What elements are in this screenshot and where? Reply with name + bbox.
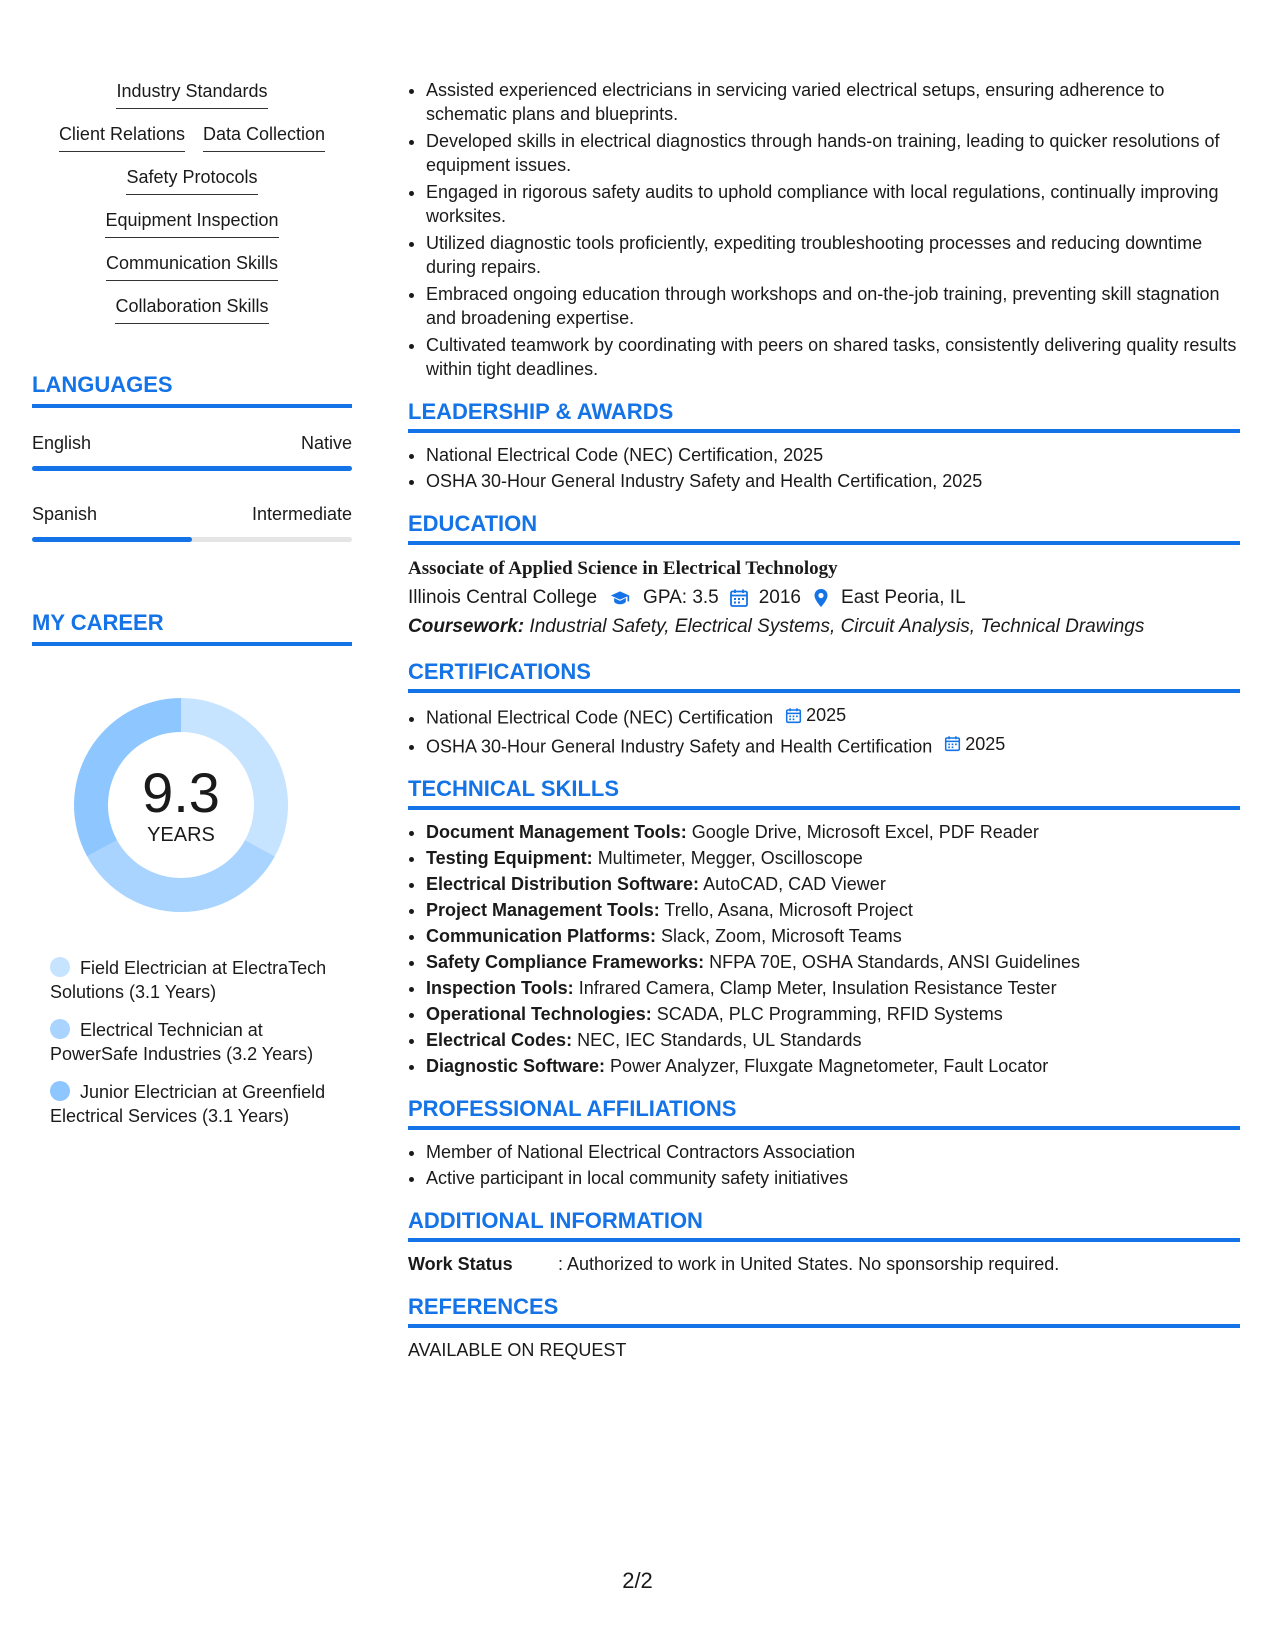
career-total: 9.3 [142,761,220,824]
left-column [32,78,352,1142]
technical-skill-value: Power Analyzer, Fluxgate Magnetometer, Fault Locator [610,1056,1049,1076]
references-text: AVAILABLE ON REQUEST [408,1340,627,1360]
technical-skill-label: Project Management Tools: [426,900,660,920]
edu-school: Illinois Central College [408,587,598,608]
technical-skill-item [426,820,1240,844]
work-status-value: : Authorized to work in United States. No sponsorship required. [558,1254,1060,1274]
technical-skill-label: Testing Equipment: [426,848,593,868]
skill-row [115,293,268,324]
legend-dot [50,1081,70,1101]
language-item [32,430,352,471]
edu-degree: Associate of Applied Science in Electrical Technology [408,558,838,579]
career-item [50,1018,340,1066]
edu-coursework [408,613,1240,641]
technical-skill-label: Communication Platforms: [426,926,657,946]
certification-item [426,703,1240,730]
additional-section [408,1206,1240,1276]
technical-skill-value: NEC, IEC Standards, UL Standards [577,1030,862,1050]
education-title: EDUCATION [408,509,1240,545]
skill-tag: Safety Protocols [126,164,257,195]
affiliations-section [408,1094,1240,1190]
experience-bullet: • Embraced ongoing education through workshops and on-the-job training, preventing skill stagnation and broadening expertise. [426,282,1240,330]
experience-bullet: • Assisted experienced electricians in servicing varied electrical setups, ensuring adherence to schematic plans and blueprints. [426,78,1240,126]
technical-skills-title: TECHNICAL SKILLS [408,774,1240,810]
technical-skill-item [426,1028,1240,1052]
career-item [50,1080,340,1128]
work-status-row [408,1252,1240,1276]
affiliation-item: • Active participant in local community safety initiatives [426,1166,1240,1190]
technical-skill-label: Inspection Tools: [426,978,574,998]
skill-tag: Collaboration Skills [115,293,268,324]
technical-skill-item [426,872,1240,896]
edu-details [408,583,1240,613]
technical-skill-item [426,846,1240,870]
technical-skill-value: Trello, Asana, Microsoft Project [664,900,913,920]
calendar-icon [729,588,749,608]
graduation-cap-icon [607,588,633,608]
career-item-text: Field Electrician at ElectraTech Solutions (3.1 Years) [50,958,327,1002]
language-item [32,501,352,542]
languages-title: LANGUAGES [32,370,352,408]
right-column [408,78,1240,1362]
technical-skill-label: Operational Technologies: [426,1004,652,1024]
technical-skills-list [408,820,1240,1078]
certification-date [944,732,1005,756]
leadership-section [408,397,1240,493]
language-level: Intermediate [251,504,352,524]
leadership-item: • National Electrical Code (NEC) Certification, 2025 [426,443,1240,467]
skill-row [106,250,278,281]
career-donut [66,690,296,920]
certification-name: National Electrical Code (NEC) Certification [426,707,774,728]
experience-bullet: • Engaged in rigorous safety audits to uphold compliance with local regulations, continually improving worksites. [426,180,1240,228]
technical-skill-value: NFPA 70E, OSHA Standards, ANSI Guidelines [709,952,1080,972]
language-bar-fill [32,466,352,471]
location-pin-icon [811,588,831,608]
references-title: REFERENCES [408,1292,1240,1328]
technical-skill-value: AutoCAD, CAD Viewer [703,874,886,894]
references-section [408,1292,1240,1362]
skill-tag: Equipment Inspection [105,207,278,238]
technical-skill-label: Diagnostic Software: [426,1056,606,1076]
technical-skill-label: Document Management Tools: [426,822,687,842]
certification-item [426,732,1240,759]
certification-date [785,703,846,727]
coursework-text: Industrial Safety, Electrical Systems, Circuit Analysis, Technical Drawings [529,616,1145,637]
technical-skill-item [426,898,1240,922]
career-item [50,956,340,1004]
career-item-text: Electrical Technician at PowerSafe Industries (3.2 Years) [50,1020,314,1064]
donut-center [66,690,296,920]
career-list [32,956,340,1128]
technical-skill-value: Google Drive, Microsoft Excel, PDF Reader [691,822,1039,842]
certifications-list [408,703,1240,758]
technical-skill-item [426,976,1240,1000]
edu-location: East Peoria, IL [841,587,966,608]
technical-skill-item [426,1002,1240,1026]
skill-tag: Industry Standards [116,78,267,109]
language-bar-fill [32,537,192,542]
career-section [32,608,352,1128]
affiliations-list [408,1140,1240,1190]
skill-tag: Client Relations [59,121,185,152]
legend-dot [50,1019,70,1039]
technical-skills-section [408,774,1240,1078]
page-number: 2/2 [622,1568,653,1593]
education-section [408,509,1240,641]
certification-year: 2025 [806,705,847,725]
languages-section [32,370,352,542]
language-row [32,430,352,456]
language-bar [32,537,352,542]
technical-skill-label: Electrical Distribution Software: [426,874,700,894]
affiliations-title: PROFESSIONAL AFFILIATIONS [408,1094,1240,1130]
language-row [32,501,352,527]
coursework-label: Coursework: [408,616,525,637]
skill-tag: Communication Skills [106,250,278,281]
experience-bullet: • Cultivated teamwork by coordinating with peers on shared tasks, consistently delivering quality results within tight deadlines. [426,333,1240,381]
skill-row [116,78,267,109]
skill-row [59,121,325,152]
certifications-title: CERTIFICATIONS [408,657,1240,693]
skill-row [126,164,257,195]
certifications-section [408,657,1240,758]
career-title: MY CAREER [32,608,352,646]
legend-dot [50,957,70,977]
technical-skill-label: Safety Compliance Frameworks: [426,952,705,972]
edu-gpa: GPA: 3.5 [643,587,719,608]
experience-bullet: • Developed skills in electrical diagnostics through hands-on training, leading to quicker resolutions of equipment issues. [426,129,1240,177]
certification-name: OSHA 30-Hour General Industry Safety and Health Certification [426,736,933,756]
language-level: Native [300,433,352,453]
leadership-title: LEADERSHIP & AWARDS [408,397,1240,433]
language-name: English [32,433,92,453]
additional-title: ADDITIONAL INFORMATION [408,1206,1240,1242]
work-status-label: Work Status [408,1254,513,1274]
affiliation-item: • Member of National Electrical Contractors Association [426,1140,1240,1164]
skill-tag: Data Collection [203,121,325,152]
technical-skill-value: Multimeter, Megger, Oscilloscope [597,848,863,868]
calendar-icon [785,707,802,724]
skill-row [105,207,278,238]
career-item-text: Junior Electrician at Greenfield Electrical Services (3.1 Years) [50,1082,326,1126]
technical-skill-value: Slack, Zoom, Microsoft Teams [661,926,902,946]
technical-skill-item [426,950,1240,974]
technical-skill-item [426,924,1240,948]
technical-skill-value: Infrared Camera, Clamp Meter, Insulation Resistance Tester [578,978,1057,998]
experience-bullet: • Utilized diagnostic tools proficiently, expediting troubleshooting processes and reducing downtime during repairs. [426,231,1240,279]
language-bar [32,466,352,471]
technical-skill-label: Electrical Codes: [426,1030,573,1050]
experience-bullets [408,78,1240,381]
language-name: Spanish [32,504,98,524]
technical-skill-value: SCADA, PLC Programming, RFID Systems [656,1004,1003,1024]
leadership-item: • OSHA 30-Hour General Industry Safety and Health Certification, 2025 [426,469,1240,493]
career-unit: YEARS [147,824,215,846]
leadership-list [408,443,1240,493]
calendar-icon [944,735,961,752]
certification-year: 2025 [965,733,1006,754]
edu-year: 2016 [758,587,802,608]
skills-tags [32,78,352,324]
languages-list [32,430,352,542]
technical-skill-item [426,1054,1240,1078]
